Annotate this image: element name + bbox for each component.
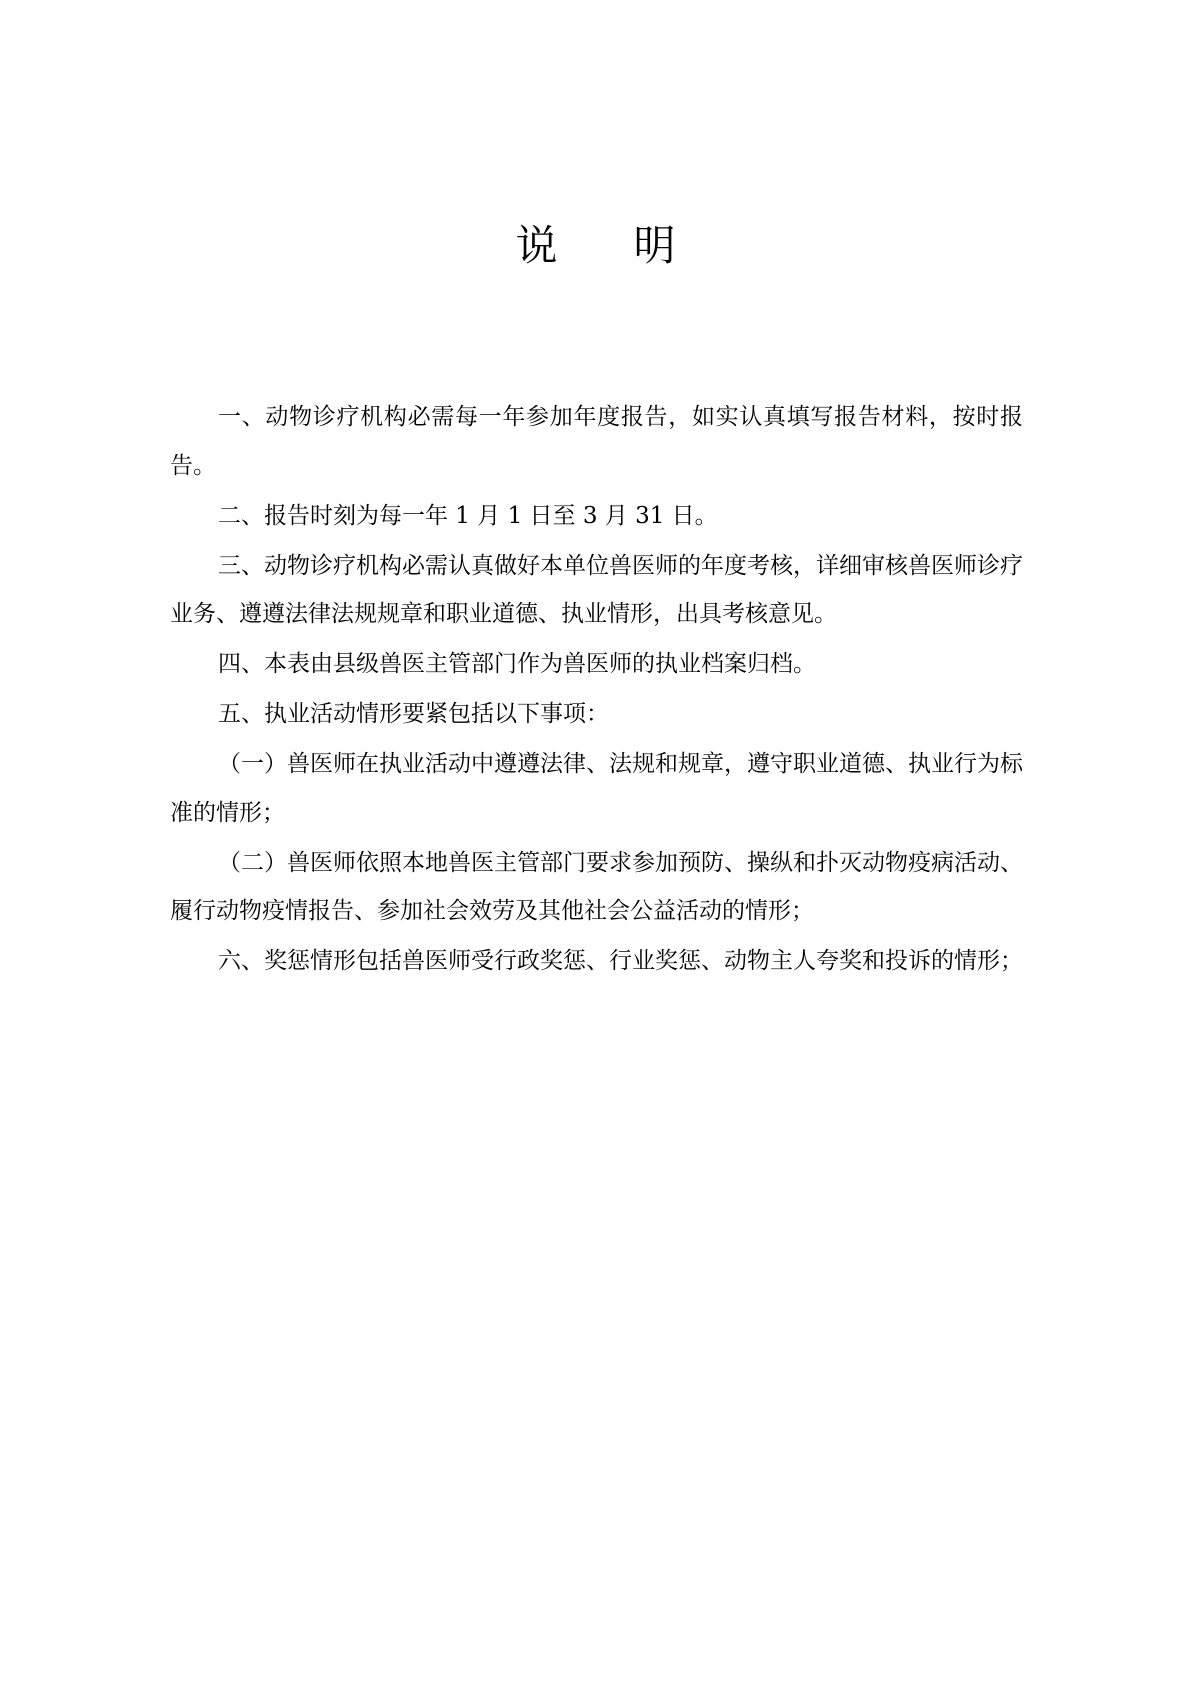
paragraph-2: 二、报告时刻为每一年 1 月 1 日至 3 月 31 日。: [218, 502, 718, 529]
paragraph-4: 四、本表由县级兽医主管部门作为兽医师的执业档案归档。: [218, 651, 816, 677]
page-title: [0, 218, 1191, 274]
paragraph-5-item-2: （二）兽医师依照本地兽医主管部门要求参加预防、操纵和扑灭动物疫病活动、履行动物疫情报告、参加社会效劳及其他社会公益活动的情形；: [170, 849, 1023, 924]
paragraph-3: 三、动物诊疗机构必需认真做好本单位兽医师的年度考核，详细审核兽医师诊疗业务、遵遵法律法规规章和职业道德、执业情形，出具考核意见。: [170, 552, 1023, 627]
paragraph-1: 一、动物诊疗机构必需每一年参加年度报告，如实认真填写报告材料，按时报告。: [170, 404, 1023, 479]
paragraph-5-item-1: （一）兽医师在执业活动中遵遵法律、法规和规章，遵守职业道德、执业行为标准的情形；: [170, 751, 1023, 826]
instructions-body: [170, 393, 1023, 987]
title-char-2: 明: [633, 221, 676, 270]
title-char-1: 说: [515, 221, 558, 270]
paragraph-5: 五、执业活动情形要紧包括以下事项：: [218, 701, 609, 727]
paragraph-6: 六、奖惩情形包括兽医师受行政奖惩、行业奖惩、动物主人夸奖和投诉的情形；: [218, 948, 1023, 974]
